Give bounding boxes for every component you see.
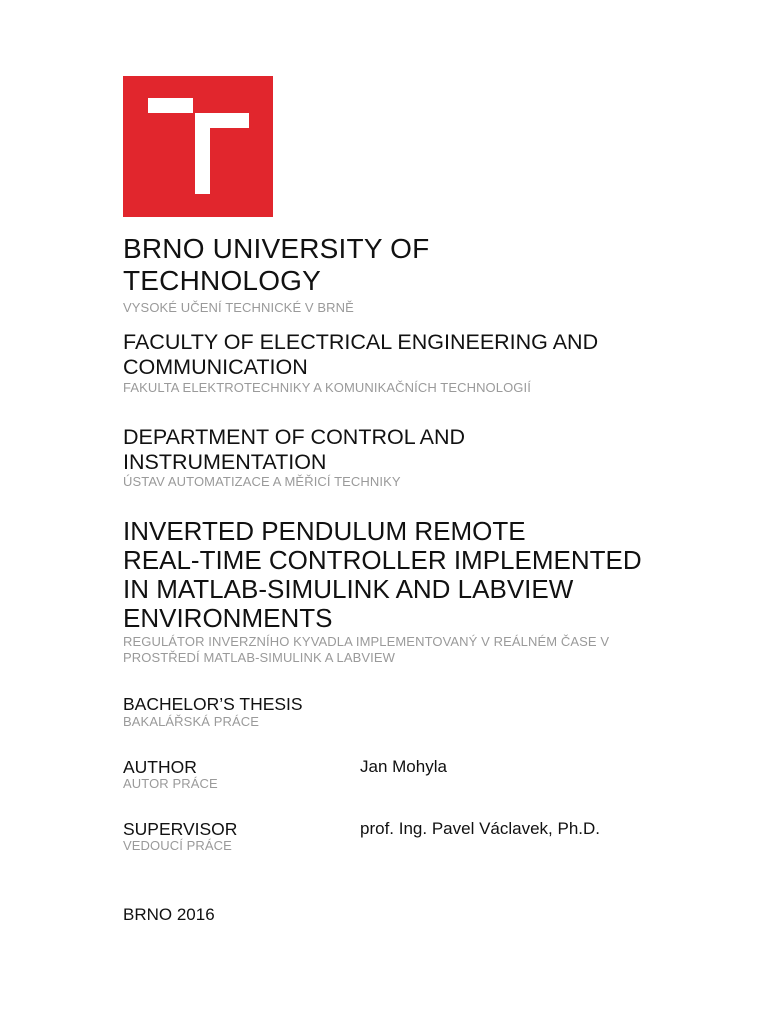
author-label: AUTHOR	[123, 757, 197, 777]
supervisor-name: prof. Ing. Pavel Václavek, Ph.D.	[360, 819, 601, 838]
faculty-title-line2: COMMUNICATION	[123, 355, 308, 379]
thesis-title-line3: IN MATLAB-SIMULINK AND LABVIEW	[123, 574, 574, 604]
supervisor-subtitle: VEDOUCÍ PRÁCE	[123, 838, 232, 853]
university-subtitle: VYSOKÉ UČENÍ TECHNICKÉ V BRNĚ	[123, 300, 354, 315]
faculty-subtitle: FAKULTA ELEKTROTECHNIKY A KOMUNIKAČNÍCH TECHNOLOGIÍ	[123, 380, 531, 395]
author-subtitle: AUTOR PRÁCE	[123, 776, 218, 791]
university-logo	[123, 76, 273, 217]
university-title-line1: BRNO UNIVERSITY OF	[123, 233, 430, 264]
thesis-subtitle-line1: REGULÁTOR INVERZNÍHO KYVADLA IMPLEMENTOVANÝ V REÁLNÉM ČASE V	[123, 634, 610, 649]
logo-t-stem	[195, 113, 210, 194]
department-title-line2: INSTRUMENTATION	[123, 450, 327, 474]
supervisor-label: SUPERVISOR	[123, 819, 238, 839]
thesis-type-label: BACHELOR’S THESIS	[123, 694, 303, 714]
thesis-title-line1: INVERTED PENDULUM REMOTE	[123, 516, 526, 546]
department-subtitle: ÚSTAV AUTOMATIZACE A MĚŘICÍ TECHNIKY	[123, 474, 401, 489]
thesis-title-line4: ENVIRONMENTS	[123, 603, 333, 633]
but-t-logo-icon	[123, 76, 273, 217]
logo-t-left-bar	[148, 98, 193, 113]
author-name: Jan Mohyla	[360, 757, 447, 776]
university-title-line2: TECHNOLOGY	[123, 265, 322, 296]
department-title-line1: DEPARTMENT OF CONTROL AND	[123, 425, 466, 449]
place-year: BRNO 2016	[123, 905, 215, 924]
thesis-title-line2: REAL-TIME CONTROLLER IMPLEMENTED	[123, 545, 642, 575]
thesis-type-subtitle: BAKALÁŘSKÁ PRÁCE	[123, 714, 259, 729]
thesis-subtitle-line2: PROSTŘEDÍ MATLAB-SIMULINK A LABVIEW	[123, 650, 395, 665]
faculty-title-line1: FACULTY OF ELECTRICAL ENGINEERING AND	[123, 330, 599, 354]
